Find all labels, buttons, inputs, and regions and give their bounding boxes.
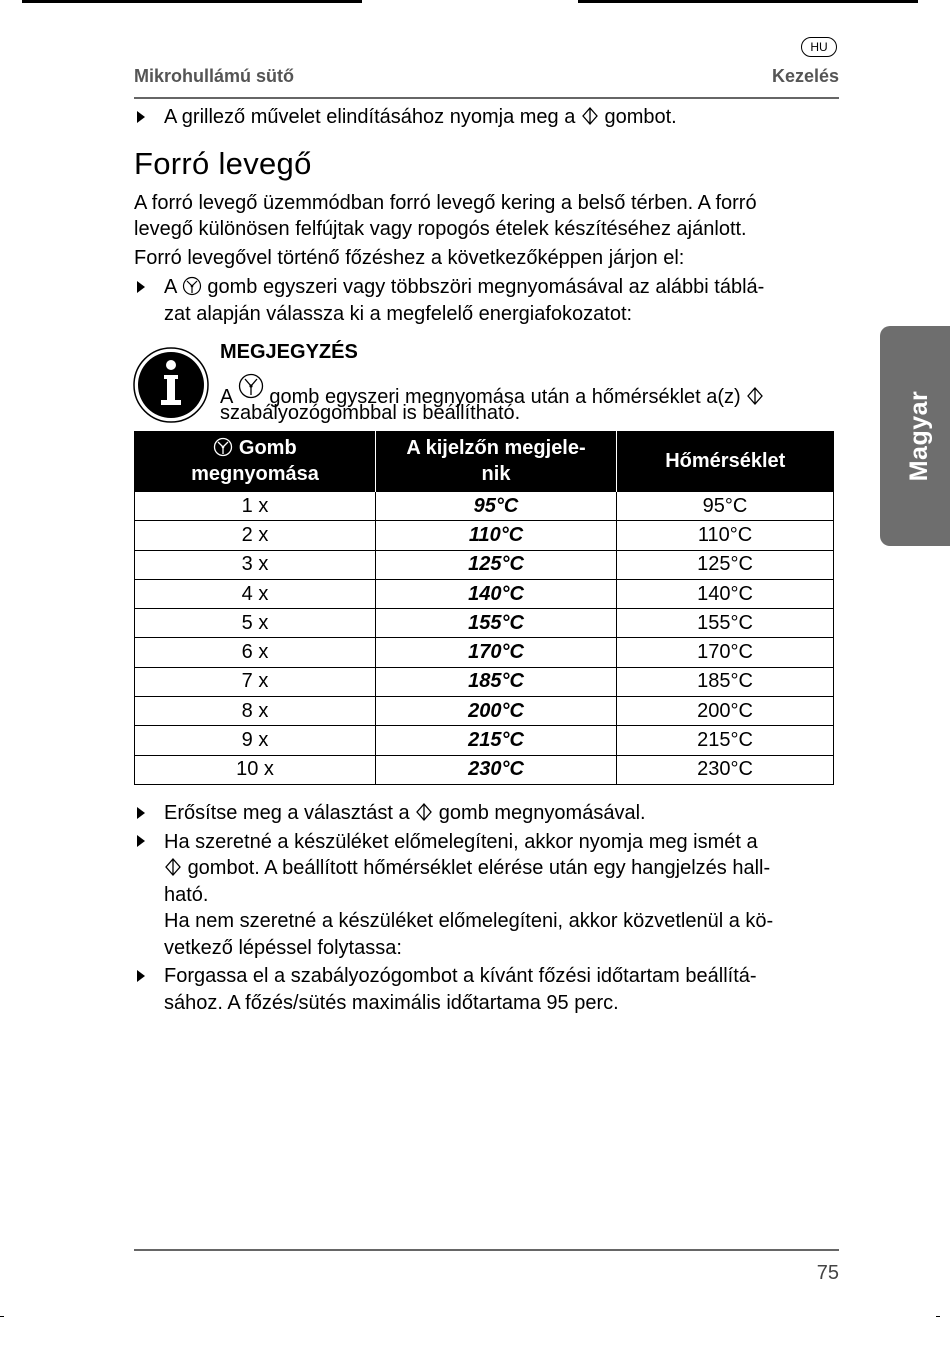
- cell-display: 155°C: [376, 609, 617, 638]
- intro-bullet-text: A grillező művelet elindításához nyomja meg a gombot.: [164, 106, 677, 128]
- bullet-marker: [137, 807, 145, 819]
- crop-bar-left: [22, 0, 362, 3]
- preheat-line4: Ha nem szeretné a készüléket előmelegíteni, akkor közvetlenül a kö-: [164, 910, 774, 932]
- cell-presses: 1 x: [135, 492, 376, 521]
- cell-presses: 10 x: [135, 755, 376, 784]
- language-badge: HU: [801, 37, 837, 57]
- table-row: [135, 579, 834, 608]
- cell-presses: 4 x: [135, 579, 376, 608]
- confirm-bullet: Erősítse meg a választást a gomb megnyomásával.: [164, 802, 646, 824]
- header-temperature: Hőmérséklet: [617, 431, 834, 492]
- header-section: Kezelés: [771, 66, 839, 86]
- table-row: [135, 609, 834, 638]
- turn-line2: sához. A főzés/sütés maximális időtartama 95 perc.: [164, 992, 619, 1014]
- bullet-marker: [137, 281, 145, 293]
- cell-display: 140°C: [376, 579, 617, 608]
- cell-temperature: 215°C: [617, 726, 834, 755]
- cell-presses: 5 x: [135, 609, 376, 638]
- hot-air-fan-icon: [213, 437, 233, 457]
- table-row: [135, 726, 834, 755]
- cell-temperature: 155°C: [617, 609, 834, 638]
- cell-temperature: 185°C: [617, 667, 834, 696]
- hot-air-fan-icon: [182, 276, 202, 296]
- cell-display: 230°C: [376, 755, 617, 784]
- preheat-line3: ható.: [164, 884, 209, 906]
- header-product: Mikrohullámú sütő: [134, 66, 295, 86]
- cell-display: 200°C: [376, 697, 617, 726]
- crop-mark: [0, 1316, 4, 1317]
- section-title: Forró levegő: [134, 146, 312, 181]
- preheat-line2: gombot. A beállított hőmérséklet elérése után egy hangjelzés hall-: [164, 855, 770, 881]
- header-display: A kijelzőn megjele- nik: [376, 431, 617, 492]
- select-bullet-line2: zat alapján válassza ki a megfelelő energiafokozatot:: [164, 303, 633, 325]
- cell-presses: 9 x: [135, 726, 376, 755]
- info-icon: [133, 347, 209, 423]
- table-row: [135, 492, 834, 521]
- start-diamond-icon: [581, 106, 599, 126]
- note-heading: MEGJEGYZÉS: [220, 341, 358, 363]
- turn-line1: Forgassa el a szabályozógombot a kívánt főzési időtartam beállítá-: [164, 965, 757, 987]
- cell-presses: 3 x: [135, 550, 376, 579]
- table-row: [135, 550, 834, 579]
- start-diamond-icon: [746, 386, 764, 406]
- table-header-row: [135, 431, 834, 492]
- cell-presses: 7 x: [135, 667, 376, 696]
- side-tab-label: Magyar: [905, 390, 933, 482]
- header-rule: [134, 97, 839, 99]
- table-row: [135, 667, 834, 696]
- bullet-marker: [137, 970, 145, 982]
- cell-display: 215°C: [376, 726, 617, 755]
- cell-display: 185°C: [376, 667, 617, 696]
- bullet-marker: [137, 835, 145, 847]
- temperature-table: [134, 431, 834, 785]
- table-row: [135, 697, 834, 726]
- hot-air-fan-icon: [238, 373, 264, 399]
- footer-rule: [134, 1249, 839, 1251]
- cell-display: 110°C: [376, 521, 617, 550]
- start-diamond-icon: [164, 857, 182, 877]
- select-bullet-line1: A gomb egyszeri vagy többszöri megnyomásával az alábbi táblá-: [164, 276, 765, 298]
- intro-paragraph-line: levegő különösen felfújtak vagy ropogós ételek készítéséhez ajánlott.: [134, 218, 747, 240]
- cell-presses: 6 x: [135, 638, 376, 667]
- cell-temperature: 230°C: [617, 755, 834, 784]
- cell-presses: 8 x: [135, 697, 376, 726]
- language-side-tab: [880, 326, 950, 546]
- cell-temperature: 110°C: [617, 521, 834, 550]
- cell-temperature: 125°C: [617, 550, 834, 579]
- bullet-marker: [137, 111, 145, 123]
- page-number: 75: [816, 1262, 839, 1284]
- start-diamond-icon: [415, 802, 433, 822]
- crop-mark: [936, 1316, 940, 1317]
- table-row: [135, 521, 834, 550]
- cell-temperature: 170°C: [617, 638, 834, 667]
- note-line2: szabályozógombbal is beállítható.: [220, 402, 521, 424]
- header-presses: Gomb megnyomása: [135, 431, 376, 492]
- cell-temperature: 200°C: [617, 697, 834, 726]
- intro-paragraph-line: Forró levegővel történő főzéshez a következőképpen járjon el:: [134, 247, 685, 269]
- cell-presses: 2 x: [135, 521, 376, 550]
- preheat-line1: Ha szeretné a készüléket előmelegíteni, akkor nyomja meg ismét a: [164, 831, 758, 853]
- cell-temperature: 95°C: [617, 492, 834, 521]
- cell-temperature: 140°C: [617, 579, 834, 608]
- note-line1: A gomb egyszeri megnyomása után a hőmérséklet a(z): [220, 373, 764, 410]
- preheat-line5: vetkező lépéssel folytassa:: [164, 937, 402, 959]
- intro-paragraph-line: A forró levegő üzemmódban forró levegő kering a belső térben. A forró: [134, 192, 757, 214]
- crop-bar-right: [578, 0, 918, 3]
- cell-display: 125°C: [376, 550, 617, 579]
- table-row: [135, 638, 834, 667]
- table-row: [135, 755, 834, 784]
- cell-display: 170°C: [376, 638, 617, 667]
- cell-display: 95°C: [376, 492, 617, 521]
